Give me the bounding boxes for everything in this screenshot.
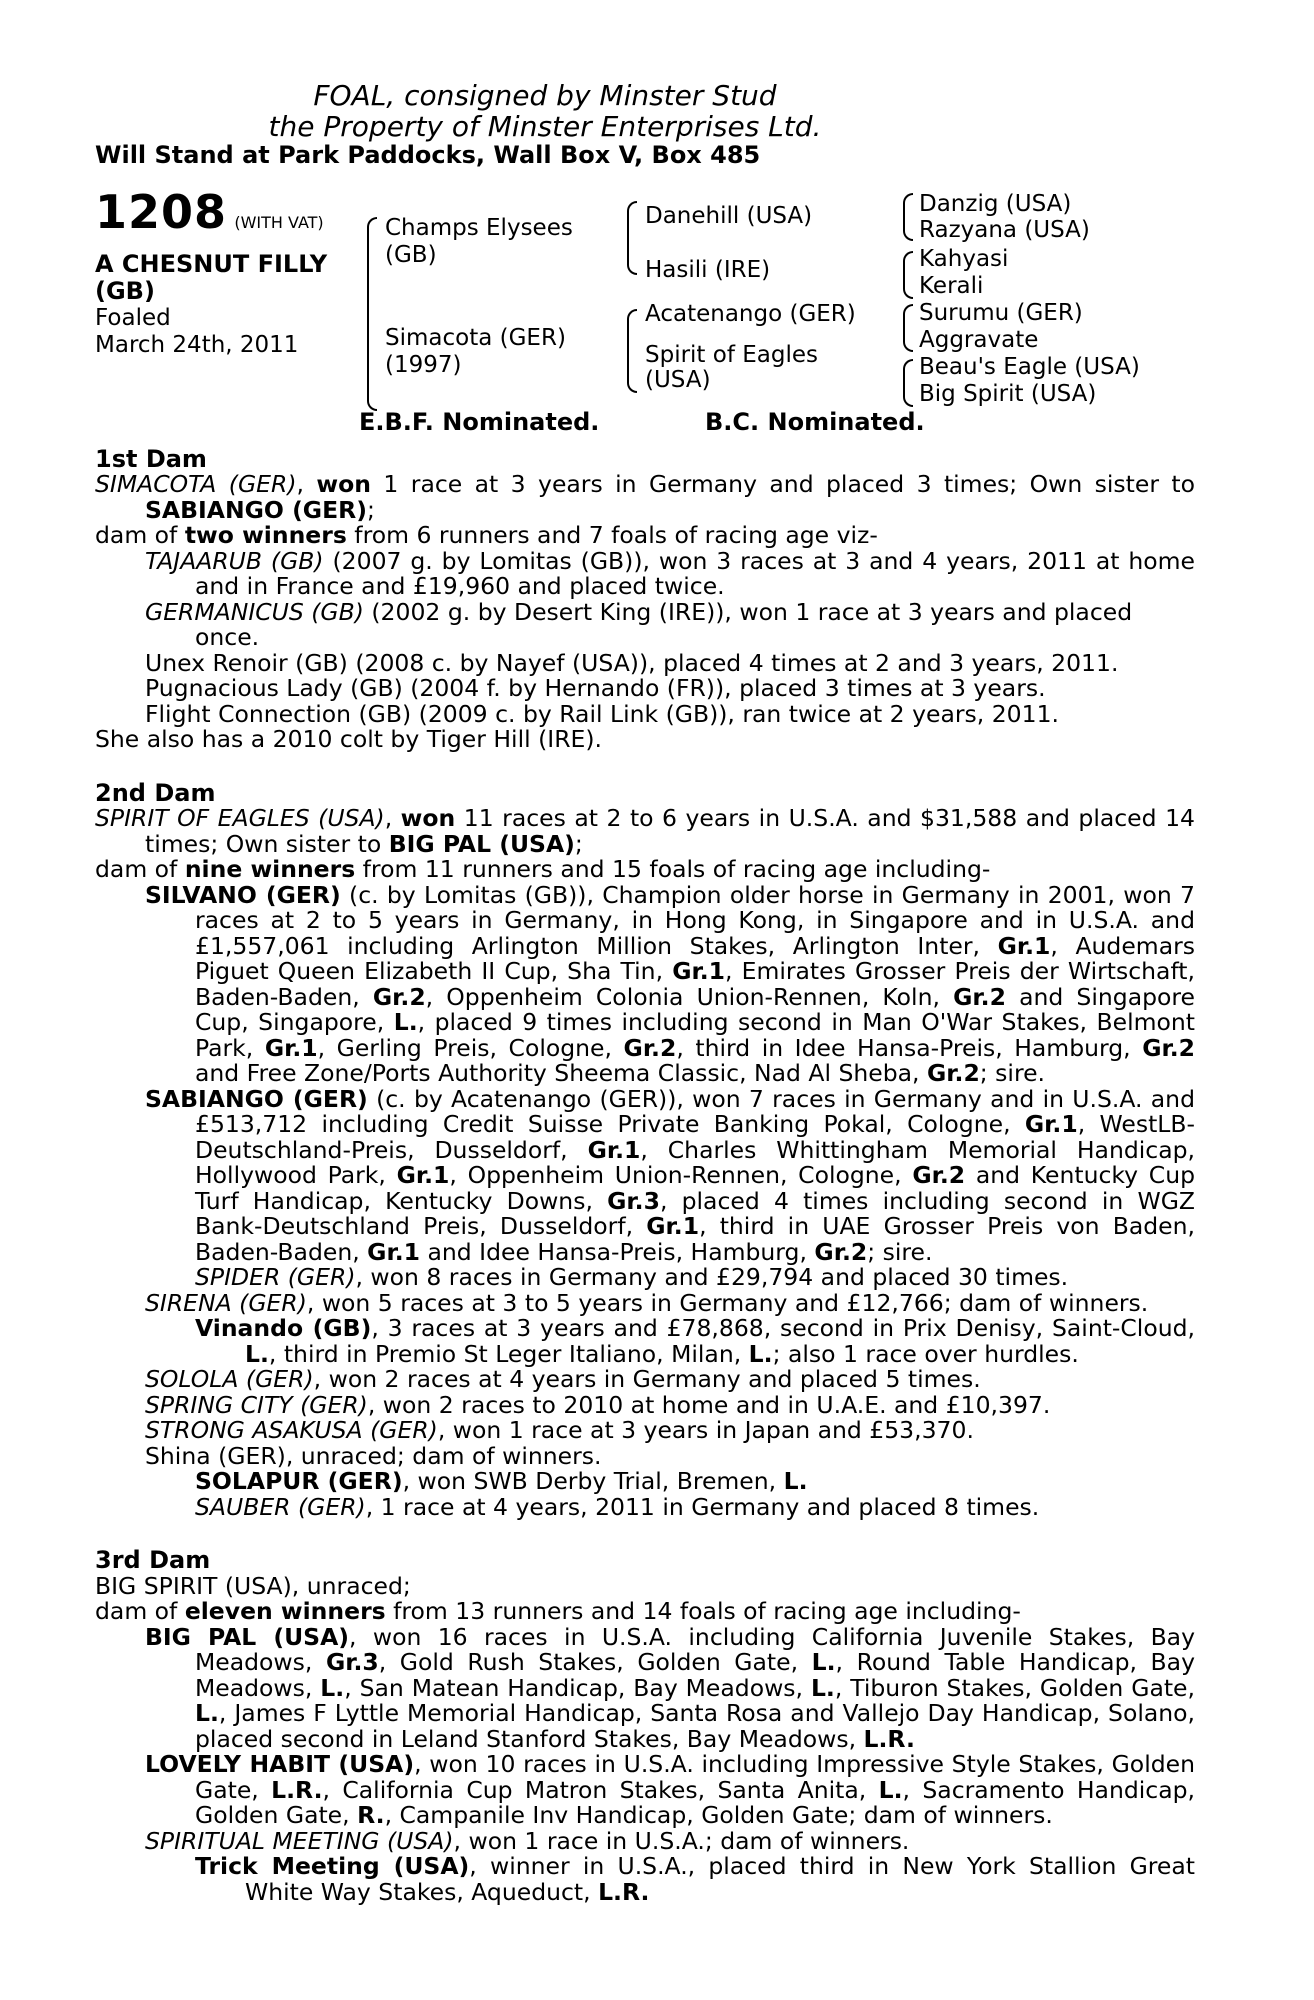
- dam-of-rest: from 11 runners and 15 foals of racing age including-: [355, 855, 991, 883]
- sire-country: (GB): [385, 241, 437, 268]
- horse-record: , winner in U.S.A., placed third in New York Stallion Great White Way Stakes, Aqueduct,: [245, 1852, 1195, 1906]
- produce-solapur: [95, 1469, 1195, 1495]
- winners-count: nine winners: [184, 855, 356, 883]
- grade: L.: [320, 1673, 345, 1702]
- produce-unex-renoir: Unex Renoir (GB) (2008 c. by Nayef (USA)), placed 4 times at 2 and 3 years, 2011.: [145, 648, 1119, 677]
- horse-record: , Round Table Handicap, Bay Meadows,: [195, 1648, 1195, 1702]
- first-dam-semi: ;: [367, 495, 375, 524]
- dam-of: dam of: [95, 521, 185, 549]
- gen3-dsd: Aggravate: [919, 326, 1039, 353]
- grade: L.: [393, 1008, 418, 1036]
- produce-sabiango: [95, 1084, 1196, 1266]
- grade: Gr.1: [672, 957, 725, 985]
- horse-name: LOVELY HABIT (USA): [145, 1750, 415, 1778]
- horse-record: , Gerling Preis, Cologne,: [317, 1033, 624, 1062]
- horse-record: , third in Idee Hansa-Preis, Hamburg,: [676, 1033, 1143, 1062]
- horse-record: , James F Lyttle Memorial Handicap, Santa Rosa and Vallejo Day Handicap, Solano, placed second in Leland Stanford Stakes, Bay Meadows,: [195, 1699, 1195, 1753]
- grade: L.R.: [598, 1877, 650, 1906]
- sire-dam: Hasili (IRE): [645, 256, 771, 283]
- grade: Gr.1: [1024, 1110, 1078, 1138]
- horse-record: , third in Premio St Leger Italiano, Milan,: [268, 1339, 749, 1368]
- horse-record: , Oppenheim Colonia Union-Rennen, Koln,: [425, 982, 954, 1011]
- winners-count: eleven winners: [184, 1597, 386, 1625]
- dam-year: (1997): [385, 351, 462, 378]
- grade: L.R.: [863, 1724, 915, 1753]
- horse-record: , won SWB Derby Trial, Bremen,: [402, 1467, 784, 1495]
- lot-description: A CHESNUT FILLY: [95, 249, 328, 278]
- produce-note: She also has a 2010 colt by Tiger Hill (IRE).: [95, 725, 603, 753]
- gen3-sdd: Kerali: [919, 272, 984, 299]
- first-dam-won: won: [316, 470, 372, 498]
- horse-name: SPIRITUAL MEETING (USA): [145, 1826, 454, 1855]
- horse-record: , placed 4 times including second in WGZ Bank-Deutschland Preis, Dusseldorf,: [195, 1186, 1196, 1240]
- horse-record: , won 1 race in U.S.A.; dam of winners.: [453, 1826, 910, 1855]
- produce-shina: Shina (GER), unraced; dam of winners.: [145, 1441, 602, 1470]
- produce-sauber: [95, 1492, 1195, 1521]
- horse-record: (2002 g. by Desert King (IRE)), won 1 race at 3 years and placed once.: [195, 597, 1133, 651]
- horse-name: GERMANICUS (GB): [145, 597, 364, 626]
- consignor-line: FOAL, consigned by Minster Stud: [313, 79, 777, 112]
- second-dam-heading: 2nd Dam: [95, 778, 216, 807]
- dam-name: Simacota (GER): [385, 324, 566, 351]
- gen3-ddd: Big Spirit (USA): [919, 380, 1097, 407]
- second-dam-sister: BIG PAL (USA): [388, 829, 575, 858]
- horse-name: SOLOLA (GER): [145, 1365, 314, 1393]
- horse-name: STRONG ASAKUSA (GER): [145, 1416, 438, 1444]
- consignor-header: [95, 80, 995, 142]
- winners-count: two winners: [184, 521, 347, 549]
- gen3-sss: Danzig (USA): [919, 190, 1072, 217]
- grade: Gr.2: [623, 1033, 677, 1062]
- second-dam-section: [95, 778, 1196, 1521]
- first-dam-text: 1 race at 3 years in Germany and placed 3 times; Own sister to: [371, 470, 1195, 498]
- horse-record: and Kentucky Cup Turf Handicap, Kentucky Downs,: [195, 1161, 1195, 1215]
- second-dam-text: 11 races at 2 to 6 years in U.S.A. and $31,588 and placed 14 times; Own sister to: [145, 804, 1195, 858]
- third-dam-name: BIG SPIRIT (USA), unraced;: [95, 1571, 411, 1600]
- first-dam-summary: SIMACOTA (GER), won 1 race at 3 years in Germany and placed 3 times; Own sister to SABIANGO (GER);: [95, 470, 1195, 524]
- produce-tajaarub: [95, 546, 1195, 600]
- vat-note: (WITH VAT): [234, 212, 324, 232]
- horse-name: SPIDER (GER): [195, 1263, 356, 1291]
- horse-record: (c. by Lomitas (GB)), Champion older horse in Germany in 2001, won 7 races at 2 to 5 years in Germany, in Hong Kong, in Singapore and in U.S.A. and £1,557,061 including Arlington Million Stakes, Arlington Inter,: [195, 880, 1195, 960]
- dam-dam-country: (USA): [645, 366, 711, 393]
- third-dam-produce: [95, 1599, 1195, 1625]
- produce-solola: [95, 1367, 1195, 1393]
- grade: Gr.1: [264, 1033, 318, 1062]
- horse-record: , won 2 races at 4 years in Germany and placed 5 times.: [313, 1365, 981, 1393]
- horse-record: , WestLB-Deutschland-Preis, Dusseldorf,: [195, 1110, 1195, 1164]
- horse-record: (2007 g. by Lomitas (GB)), won 3 races at 3 and 4 years, 2011 at home and in France and £19,960 and placed twice.: [195, 546, 1195, 600]
- horse-record: , placed 9 times including second in Man O'War Stakes, Belmont Park,: [195, 1008, 1196, 1062]
- produce-strong-asakusa: [95, 1418, 1195, 1444]
- lot-country: (GB): [95, 276, 155, 305]
- property-line: the Property of Minster Enterprises Ltd.: [268, 110, 822, 143]
- horse-record: , third in UAE Grosser Preis von Baden, Baden-Baden,: [195, 1212, 1195, 1266]
- horse-record: ; also 1 race over hurdles.: [772, 1339, 1079, 1368]
- grade: R.: [357, 1801, 385, 1829]
- horse-record: and Idee Hansa-Preis, Hamburg,: [419, 1237, 815, 1266]
- catalogue-page: [95, 80, 1195, 1905]
- second-dam-produce: [95, 857, 1195, 883]
- horse-record: and Singapore Cup, Singapore,: [195, 982, 1195, 1036]
- third-dam-section: [95, 1548, 1195, 1905]
- horse-record: , won 8 races in Germany and £29,794 and placed 30 times.: [355, 1263, 1069, 1291]
- second-dam-summary: SPIRIT OF EAGLES (USA), won 11 races at 2 to 6 years in U.S.A. and $31,588 and placed 14 times; Own sister to BIG PAL (USA);: [95, 804, 1195, 858]
- pedigree-brace: [367, 217, 377, 411]
- grade: Gr.2: [912, 1161, 966, 1189]
- second-dam-name: SPIRIT OF EAGLES (USA): [95, 804, 385, 832]
- horse-record: , won 10 races in U.S.A. including Impressive Style Stakes, Golden Gate,: [195, 1750, 1195, 1804]
- horse-name: SPRING CITY (GER): [145, 1390, 368, 1419]
- horse-record: , 1 race at 4 years, 2011 in Germany and placed 8 times.: [365, 1492, 1040, 1521]
- produce-spiritual-meeting: [95, 1826, 1195, 1855]
- horse-record: , won 5 races at 3 to 5 years in Germany and £12,766; dam of winners.: [306, 1288, 1149, 1317]
- horse-record: , won 16 races in U.S.A. including California Juvenile Stakes, Bay Meadows,: [195, 1622, 1195, 1676]
- horse-record: , Tiburon Stakes, Golden Gate,: [834, 1673, 1195, 1702]
- produce-flight-connection: Flight Connection (GB) (2009 c. by Rail Link (GB)), ran twice at 2 years, 2011.: [145, 699, 1059, 728]
- sire-brace: [627, 201, 637, 275]
- dam-dam: Spirit of Eagles: [645, 341, 818, 368]
- produce-silvano: [95, 880, 1196, 1087]
- horse-record: , 3 races at 3 years and £78,868, second in Prix Denisy, Saint-Cloud,: [371, 1314, 1195, 1342]
- lot-number-line: [95, 184, 324, 239]
- produce-germanicus: [95, 597, 1195, 651]
- horse-record: , Sacramento Handicap, Golden Gate,: [195, 1775, 1196, 1829]
- pedigree-block: [95, 184, 1195, 499]
- grade: L.: [811, 1648, 836, 1676]
- produce-big-pal: [95, 1622, 1195, 1753]
- first-dam-sister: SABIANGO (GER): [145, 495, 367, 524]
- horse-record: and Free Zone/Ports Authority Sheema Classic, Nad Al Sheba,: [195, 1059, 927, 1087]
- ebf-nominated: E.B.F. Nominated.: [359, 407, 600, 436]
- grade: Gr.1: [396, 1161, 450, 1189]
- grade: L.: [810, 1673, 835, 1702]
- produce-vinando: [95, 1316, 1195, 1367]
- first-dam-produce: [95, 523, 1195, 549]
- dam-brace: [627, 309, 637, 393]
- grade: Gr.2: [1142, 1033, 1195, 1062]
- dam-sire: Acatenango (GER): [645, 300, 856, 327]
- dam-of: dam of: [95, 855, 185, 883]
- grade: Gr.1: [587, 1135, 641, 1164]
- dam-of-rest: from 6 runners and 7 foals of racing age viz-: [346, 521, 878, 549]
- produce-lovely-habit: [95, 1752, 1195, 1829]
- third-dam-heading: 3rd Dam: [95, 1546, 211, 1574]
- grade: L.: [245, 1339, 269, 1368]
- grade: L.: [195, 1699, 219, 1727]
- horse-name: SABIANGO (GER): [145, 1084, 368, 1113]
- grade: Gr.1: [646, 1212, 700, 1240]
- sire-sire: Danehill (USA): [645, 202, 813, 229]
- horse-record: , won 2 races to 2010 at home and in U.A.E. and £10,397.: [367, 1390, 1051, 1419]
- produce-spring-city: [95, 1390, 1195, 1419]
- horse-name: SAUBER (GER): [195, 1492, 366, 1521]
- sire-name: Champs Elysees: [385, 214, 573, 241]
- horse-record: ; sire.: [867, 1237, 933, 1266]
- dam-of: dam of: [95, 1597, 185, 1625]
- horse-name: Trick Meeting (USA): [195, 1852, 470, 1880]
- produce-sirena: [95, 1288, 1195, 1317]
- horse-record: ; sire.: [979, 1059, 1046, 1087]
- second-dam-won: won: [400, 804, 456, 832]
- foaled-label: Foaled: [95, 304, 171, 331]
- horse-record: , Oppenheim Union-Rennen, Cologne,: [449, 1161, 913, 1189]
- gen3-brace-1: [903, 193, 913, 241]
- horse-record: , Gold Rush Stakes, Golden Gate,: [378, 1648, 812, 1676]
- horse-name: BIG PAL (USA): [145, 1622, 350, 1651]
- gen3-brace-2: [903, 251, 913, 299]
- grade: Gr.1: [997, 931, 1051, 960]
- gen3-dss: Surumu (GER): [919, 299, 1083, 326]
- horse-record: (c. by Acatenango (GER)), won 7 races in Germany and in U.S.A. and £513,712 including Credit Suisse Private Banking Pokal, Cologne,: [195, 1084, 1195, 1138]
- gen3-ssd: Razyana (USA): [919, 216, 1090, 243]
- bc-nominated: B.C. Nominated.: [705, 407, 925, 436]
- grade: Gr.2: [372, 982, 426, 1011]
- grade: Gr.3: [325, 1648, 379, 1676]
- grade: Gr.3: [607, 1186, 660, 1215]
- horse-name: SOLAPUR (GER): [195, 1467, 403, 1495]
- horse-name: Vinando (GB): [195, 1314, 372, 1342]
- horse-record: , Charles Whittingham Memorial Handicap, Hollywood Park,: [195, 1135, 1195, 1189]
- horse-name: SIRENA (GER): [145, 1288, 307, 1317]
- horse-record: , won 1 race at 3 years in Japan and £53,370.: [437, 1416, 974, 1444]
- first-dam-name: SIMACOTA (GER): [95, 470, 297, 498]
- produce-spider: [95, 1265, 1195, 1291]
- grade: Gr.1: [367, 1237, 420, 1266]
- grade: L.: [748, 1339, 773, 1368]
- grade: Gr.2: [926, 1059, 980, 1087]
- gen3-sds: Kahyasi: [919, 245, 1009, 272]
- horse-record: , Campanile Inv Handicap, Golden Gate; dam of winners.: [384, 1801, 1053, 1829]
- second-dam-semi: ;: [574, 829, 583, 858]
- grade: L.: [783, 1467, 808, 1495]
- horse-record: , Audemars Piguet Queen Elizabeth II Cup, Sha Tin,: [195, 931, 1195, 985]
- grade: L.: [878, 1775, 903, 1804]
- horse-name: TAJAARUB (GB): [145, 546, 324, 575]
- produce-pugnacious-lady: Pugnacious Lady (GB) (2004 f. by Hernando (FR)), placed 3 times at 3 years.: [145, 674, 1046, 702]
- grade: Gr.2: [814, 1237, 868, 1266]
- stand-location: Will Stand at Park Paddocks, Wall Box V, Box 485: [95, 141, 761, 169]
- horse-record: , California Cup Matron Stakes, Santa Anita,: [322, 1775, 879, 1804]
- produce-trick-meeting: [95, 1854, 1195, 1905]
- dam-of-rest: from 13 runners and 14 foals of racing age including-: [385, 1597, 1021, 1625]
- gen3-dds: Beau's Eagle (USA): [919, 353, 1140, 380]
- grade: Gr.2: [953, 982, 1006, 1011]
- horse-record: , Emirates Grosser Preis der Wirtschaft, Baden-Baden,: [195, 957, 1195, 1011]
- horse-record: , San Matean Handicap, Bay Meadows,: [344, 1673, 811, 1702]
- gen3-brace-3: [903, 304, 913, 352]
- lot-number: 1208: [95, 184, 228, 239]
- horse-name: SILVANO (GER): [145, 880, 341, 909]
- foaled-date: March 24th, 2011: [95, 331, 299, 358]
- first-dam-heading: 1st Dam: [95, 444, 207, 473]
- gen3-brace-4: [903, 359, 913, 407]
- grade: L.R.: [271, 1775, 323, 1804]
